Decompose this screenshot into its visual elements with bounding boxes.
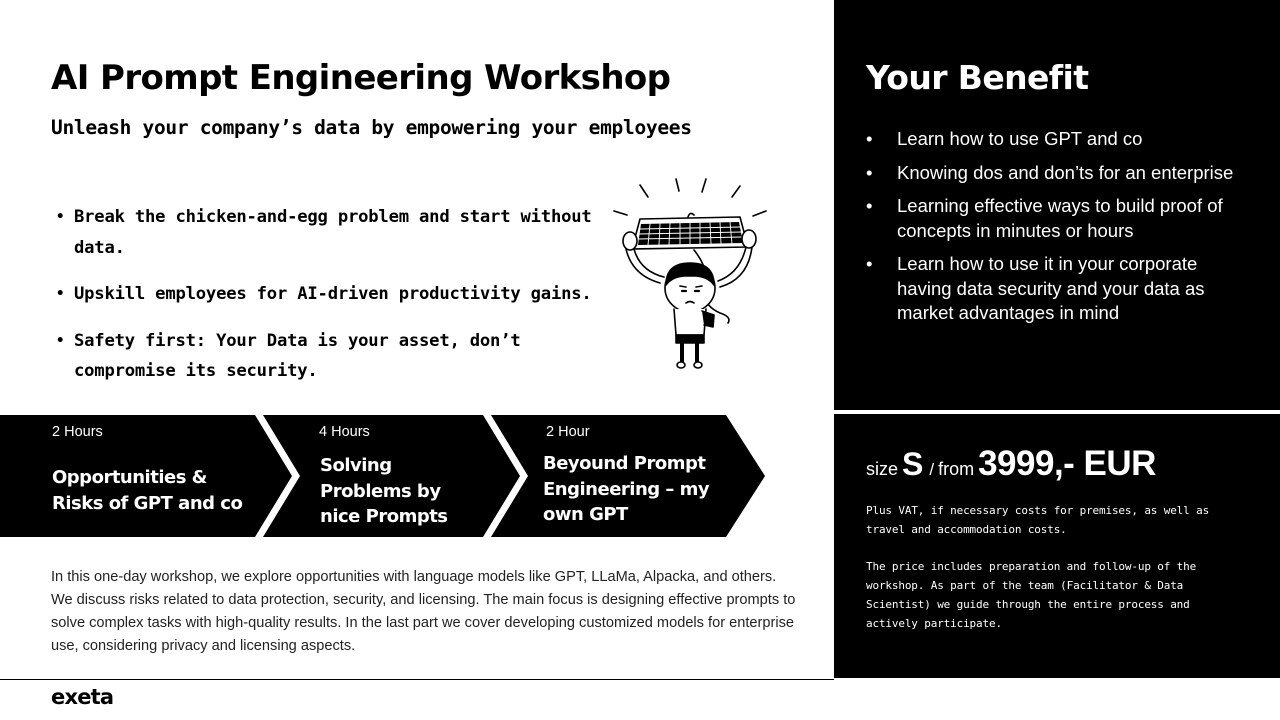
price-note-vat: Plus VAT, if necessary costs for premises, as well as travel and accommodation costs. (866, 504, 1210, 536)
company-logo: exeta (51, 685, 114, 709)
benefit-item: • Learn how to use it in your corporate having data security and your data as market advantages in mind (866, 252, 1246, 326)
price-note-included: The price includes preparation and follow-up of the workshop. As part of the team (Facilitator & Data Scientist) we guide through the entire process and actively participate. (866, 560, 1197, 630)
page-subtitle: Unleash your company’s data by empowering your employees (51, 116, 692, 139)
agenda-step-2-duration: 4 Hours (319, 424, 370, 440)
benefit-item: • Learning effective ways to build proof of concepts in minutes or hours (866, 194, 1246, 243)
benefit-title: Your Benefit (866, 58, 1089, 97)
from-label: from (938, 459, 975, 479)
benefit-panel (834, 0, 1280, 410)
benefit-list (866, 127, 1246, 335)
size-value: S (902, 446, 924, 482)
size-label: size (866, 459, 899, 479)
benefit-item: • Learn how to use GPT and co (866, 127, 1246, 152)
agenda-step-1-title: Opportunities & Risks of GPT and co (52, 467, 243, 514)
agenda-step-3-title: Beyound Prompt Engineering – my own GPT (543, 453, 710, 525)
price-amount: 3999,- EUR (978, 444, 1156, 483)
agenda-step-3-duration: 2 Hour (546, 424, 590, 440)
workshop-description: In this one-day workshop, we explore opportunities with language models like GPT, LLaMa, Alpacka, and others. We discuss risks related to data protection, security, and licensing. The main focus is designing effective prompts to solve complex tasks with high-quality results. In the last part we cover developing customized models for enterprise use, considering privacy and licensing aspects. (51, 569, 796, 654)
benefit-item: • Knowing dos and don’ts for an enterprise (866, 161, 1246, 186)
key-point: • Break the chicken-and-egg problem and start without data. (56, 202, 616, 263)
agenda-step-1-duration: 2 Hours (52, 424, 103, 440)
price-line (866, 444, 1156, 484)
agenda-step-2-title: Solving Problems by nice Prompts (320, 455, 448, 527)
footer-divider (0, 679, 834, 680)
key-point: • Upskill employees for AI-driven productivity gains. (56, 279, 616, 310)
keyboard-icon (632, 213, 748, 249)
key-points-list (56, 202, 616, 403)
price-separator: / (929, 460, 935, 479)
pricing-panel (834, 414, 1280, 678)
page-title: AI Prompt Engineering Workshop (51, 58, 671, 98)
key-point: • Safety first: Your Data is your asset, don’t compromise its security. (56, 326, 616, 387)
person-holding-keyboard-illustration (610, 175, 770, 375)
